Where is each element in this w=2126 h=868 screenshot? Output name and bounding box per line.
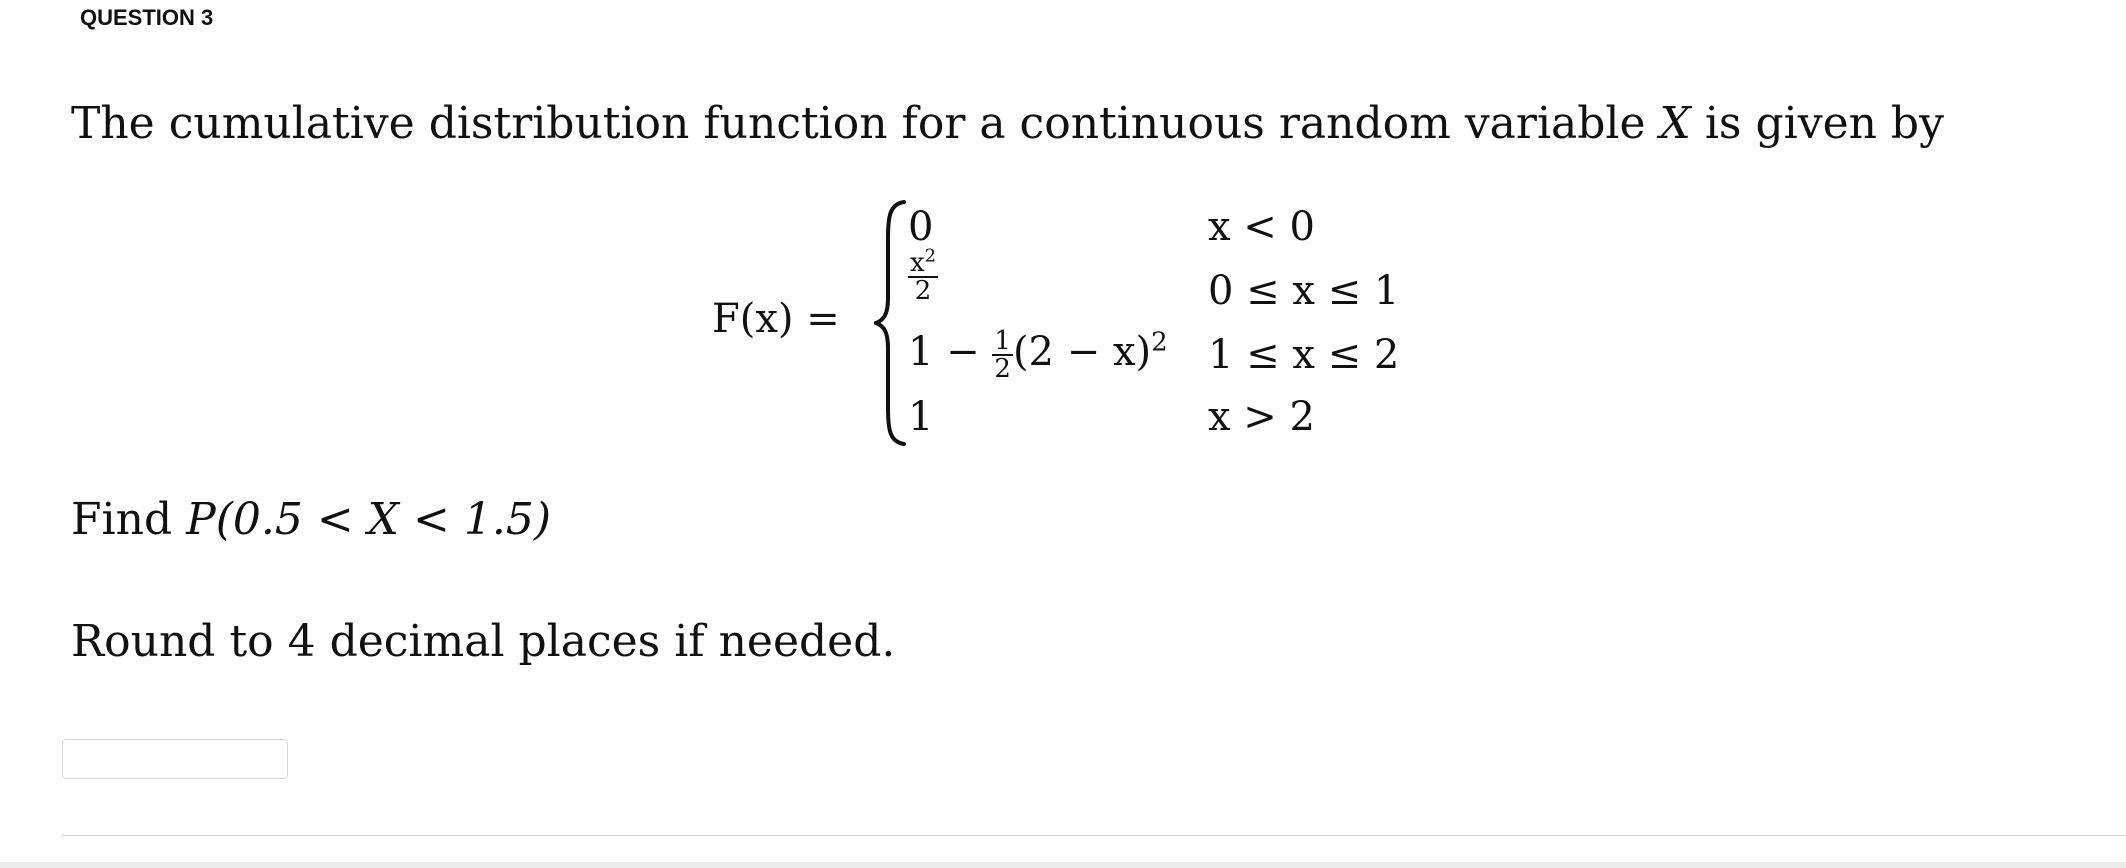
fraction-x-squared-over-2 <box>908 245 938 306</box>
fraction-denominator: 2 <box>914 276 932 306</box>
fraction-numerator <box>908 245 938 278</box>
intro-variable: X <box>1659 98 1691 149</box>
intro-text-end: is given by <box>1690 98 1944 149</box>
numerator-power: 2 <box>924 245 937 267</box>
case-4-condition: x > 2 <box>1208 394 1315 440</box>
numerator-variable: x <box>910 248 925 278</box>
find-prompt <box>71 494 551 545</box>
fraction-one-half <box>992 328 1013 382</box>
rounding-instruction: Round to 4 decimal places if needed. <box>71 616 896 667</box>
question-header: QUESTION 3 <box>80 5 214 30</box>
case-2-condition: 0 ≤ x ≤ 1 <box>1208 268 1400 314</box>
case-3-condition: 1 ≤ x ≤ 2 <box>1208 332 1400 378</box>
function-label: F(x) = <box>712 296 840 342</box>
half-numerator: 1 <box>994 326 1011 356</box>
intro-text-start: The cumulative distribution function for a continuous random variable <box>71 98 1660 149</box>
case-3-lead: 1 − <box>908 329 980 375</box>
answer-input[interactable] <box>62 739 288 779</box>
probability-expression: P(0.5 < X < 1.5) <box>186 494 551 545</box>
case-2-expression <box>908 245 938 306</box>
question-intro <box>71 98 1944 149</box>
find-prefix: Find <box>71 494 187 545</box>
case-1-expression: 0 <box>908 204 934 250</box>
case-1-condition: x < 0 <box>1208 204 1315 250</box>
piecewise-function <box>712 198 1432 458</box>
case-3-paren: (2 − x) <box>1012 329 1152 375</box>
case-3-power: 2 <box>1151 327 1168 358</box>
bottom-band <box>0 862 2126 868</box>
left-brace <box>874 198 910 448</box>
half-denominator: 2 <box>994 354 1011 384</box>
section-divider <box>62 835 2126 836</box>
case-4-expression: 1 <box>908 394 934 440</box>
case-3-expression <box>908 328 1168 382</box>
